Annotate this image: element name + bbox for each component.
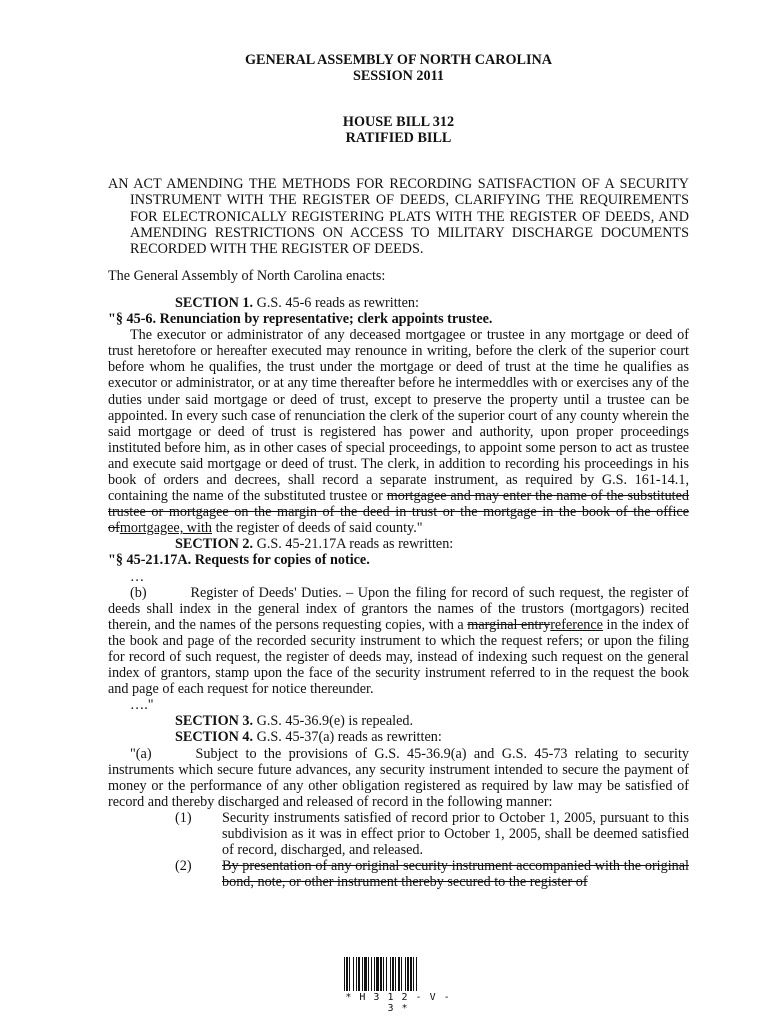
section-2-struck-text: marginal entry [467, 616, 551, 633]
bill-number: HOUSE BILL 312 [342, 114, 455, 131]
section-2-body-before: Register of Deeds' Duties. – Upon the filing for record of such request, the register of deeds shall index in the general index of grantors the names of the trustors (mortgagors) recited therein, and the names of the persons requesting copies, with a [108, 584, 689, 633]
section-4-body [108, 746, 689, 810]
section-4-body-text: Subject to the provisions of G.S. 45-36.9(a) and G.S. 45-73 relating to security instruments which secure future advances, any security instrument intended to secure the payment of money or the performance of any other obligation registered as required by law may be satisfied of record and thereby discharged and released of record in the following manner: [108, 745, 689, 810]
section-1-statute-title: "§ 45-6. Renunciation by representative; clerk appoints trustee. [108, 311, 493, 328]
document-header [108, 52, 689, 84]
section-1-body-text: The executor or administrator of any deceased mortgagee or trustee in any mortgage or deed of trust heretofore or hereafter executed may renounce in writing, before the clerk of the superior court before whom he qualifies, the trust under the mortgage or deed of trust at the time he qualifies as executor or administrator, or at any time thereafter before he intermeddles with or exercises any of the duties under said mortgage or deed of trust, except to preserve the property until a trustee can be appointed. In every such case of renunciation the clerk of the superior court of any county wherein the said mortgage or deed of trust is registered has power and authority, upon proper proceedings instituted before him, as in other cases of special proceedings, to appoint some person to act as trustee and execute said mortgage or deed of trust. The clerk, in addition to recording his proceedings in his book of orders and decrees, shall record a separate instrument, as required by G.S. 161-14.1, containing the name of the substituted trustee or [108, 327, 689, 505]
act-title: AN ACT AMENDING THE METHODS FOR RECORDING SATISFACTION OF A SECURITY INSTRUMENT WITH THE REGISTER OF DEEDS, CLARIFYING THE REQUIREMENTS FOR ELECTRONICALLY REGISTERING PLATS WITH THE REGISTER OF DEEDS, AND AMENDING RESTRICTIONS ON ACCESS TO MILITARY DISCHARGE DOCUMENTS RECORDED WITH THE REGISTER OF DEEDS. [108, 176, 689, 257]
document-page [108, 52, 689, 890]
list-item-text: Security instruments satisfied of record prior to October 1, 2005, pursuant to this subdivision as it was in effect prior to October 1, 2005, shall be deemed satisfied of record, discharged, and released. [222, 809, 689, 859]
list-item-text-struck: By presentation of any original security instrument accompanied with the original bond, note, or other instrument thereby secured to the register of [222, 858, 689, 891]
section-3-label: SECTION 3. [175, 713, 254, 730]
section-4-text: G.S. 45-37(a) reads as rewritten: [256, 729, 442, 746]
section-2-body-after: in the index of the book and page of the recorded security instrument to which the request refers; or upon the filing for record of such request, the register of deeds may, instead of indexing such request on the general index of grantors, stamp upon the face of the security instrument referred to in the request the book and page of each request for notice thereunder. [108, 616, 689, 698]
section-1-inserted-text: mortgagee, with [119, 520, 213, 537]
enacting-clause: The General Assembly of North Carolina enacts: [108, 267, 386, 284]
assembly-name: GENERAL ASSEMBLY OF NORTH CAROLINA [245, 52, 552, 68]
section-1-label: SECTION 1. [175, 294, 254, 311]
list-item-number: (2) [175, 858, 192, 875]
barcode-text: * H 3 1 2 - V - 3 * [345, 992, 451, 1014]
session-label: SESSION 2011 [352, 68, 445, 85]
section-1 [108, 295, 689, 536]
section-2-label: SECTION 2. [175, 536, 254, 553]
list-item [108, 810, 689, 858]
section-4 [108, 729, 689, 890]
list-item-number: (1) [175, 809, 192, 826]
section-4-sub-label: "(a) [130, 745, 152, 762]
section-2-inserted-text: reference [550, 616, 603, 633]
section-2-body [108, 585, 689, 698]
section-2-closing: …." [130, 697, 154, 714]
section-2 [108, 536, 689, 713]
section-4-heading-line [108, 729, 689, 745]
section-2-sub-label: (b) [130, 584, 147, 601]
barcode-block [340, 957, 456, 1014]
section-2-heading-line [108, 536, 689, 552]
section-4-label: SECTION 4. [175, 729, 254, 746]
section-3-text: G.S. 45-36.9(e) is repealed. [256, 713, 414, 730]
bill-status: RATIFIED BILL [345, 130, 452, 147]
section-3 [108, 713, 689, 729]
list-item [108, 858, 689, 890]
section-1-heading-line [108, 295, 689, 311]
bill-header [108, 114, 689, 146]
section-1-struck-text: mortgagee and may enter the name of the substituted trustee or mortgagee on the margin of the deed in trust or the mortgage in the book of the office of [108, 488, 690, 537]
barcode-image [342, 957, 454, 991]
section-1-text: G.S. 45-6 reads as rewritten: [256, 294, 419, 311]
section-1-body [108, 327, 689, 536]
section-1-tail-text: the register of deeds of said county." [212, 520, 423, 537]
section-2-ellipsis: … [130, 568, 145, 585]
section-2-statute-title: "§ 45-21.17A. Requests for copies of notice. [108, 552, 370, 569]
section-2-text: G.S. 45-21.17A reads as rewritten: [256, 536, 454, 553]
